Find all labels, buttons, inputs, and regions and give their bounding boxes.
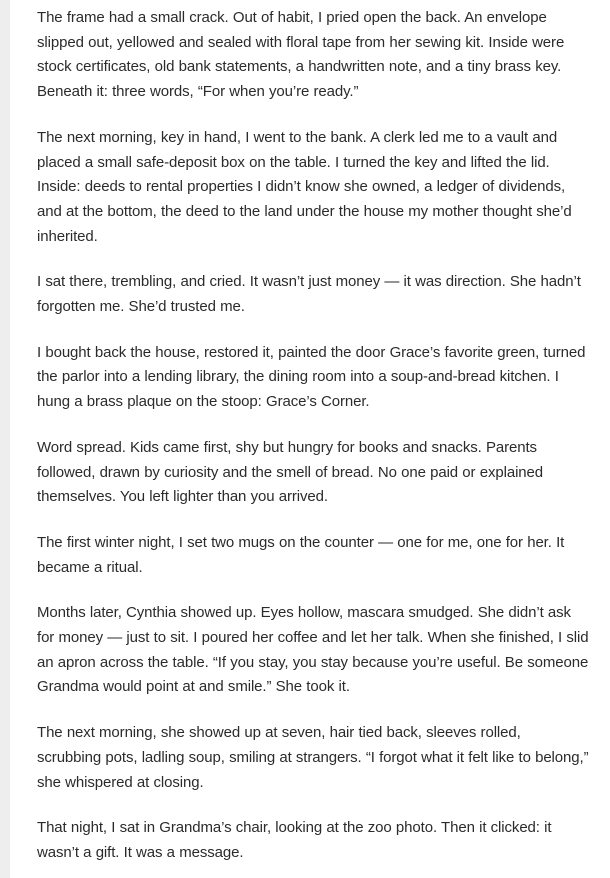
story-paragraph: The next morning, key in hand, I went to the bank. A clerk led me to a vault and placed a small safe-deposit box on the table. I turned the key and lifted the lid. Inside: deeds to rental properties I didn’t know she owned, a ledger of dividends, and at the bottom, the deed to the land under the house my mother thought she’d inherited. bbox=[37, 128, 572, 245]
story-paragraph: Word spread. Kids came first, shy but hungry for books and snacks. Parents followed, drawn by curiosity and the smell of bread. No one paid or explained themselves. You left lighter than you arrived. bbox=[37, 438, 544, 506]
story-article bbox=[37, 6, 589, 878]
story-paragraph: That night, I sat in Grandma’s chair, looking at the zoo photo. Then it clicked: it wasn’t a gift. It was a message. bbox=[37, 819, 552, 861]
story-paragraph: I sat there, trembling, and cried. It wasn’t just money — it was direction. She hadn’t forgotten me. She’d trusted me. bbox=[37, 273, 581, 316]
story-paragraph: Months later, Cynthia showed up. Eyes hollow, mascara smudged. She didn’t ask for money — just to sit. I poured her coffee and let her talk. When she finished, I slid an apron across the table. “If you stay, you stay because you’re useful. Be someone Grandma would point at and smile.” She took it. bbox=[37, 604, 589, 696]
story-paragraph: I bought back the house, restored it, painted the door Grace’s favorite green, turned the parlor into a lending library, the dining room into a soup-and-bread kitchen. I hung a brass plaque on the stoop: Grace’s Corner. bbox=[37, 343, 586, 411]
story-paragraph: The next morning, she showed up at seven, hair tied back, sleeves rolled, scrubbing pots, ladling soup, smiling at strangers. “I forgot what it felt like to belong,” she whispered at closing. bbox=[37, 724, 589, 791]
story-paragraph: The frame had a small crack. Out of habit, I pried open the back. An envelope slipped out, yellowed and sealed with floral tape from her sewing kit. Inside were stock certificates, old bank statements, a handwritten note, and a tiny brass key. Beneath it: three words, “For when you’re ready.” bbox=[37, 9, 565, 101]
left-margin-rule bbox=[0, 0, 10, 878]
story-paragraph: The first winter night, I set two mugs on the counter — one for me, one for her. It became a ritual. bbox=[37, 533, 565, 576]
